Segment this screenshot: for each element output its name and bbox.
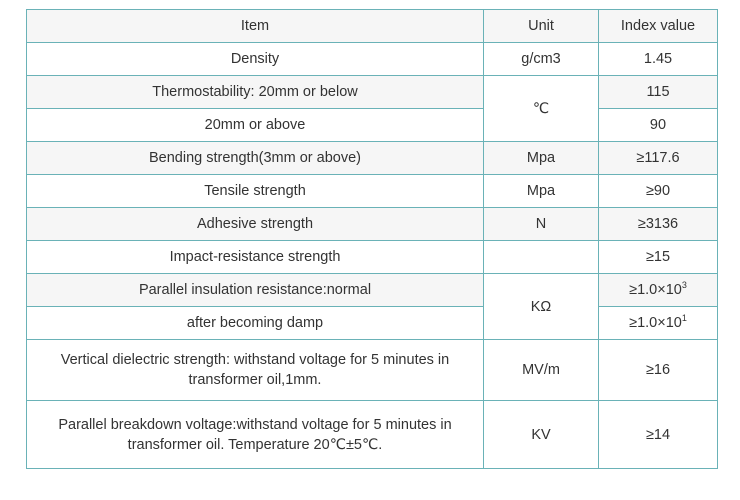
table-row (27, 76, 718, 109)
row-item (27, 401, 484, 469)
value-base: ≥1.0×10 (629, 282, 682, 298)
row-item-line2: transformer oil,1mm. (188, 372, 322, 388)
table-row (27, 142, 718, 175)
row-item (27, 340, 484, 401)
table-row (27, 109, 718, 142)
table-row (27, 274, 718, 307)
value-exponent: 3 (681, 280, 687, 291)
header-index-value: Index value (599, 10, 718, 43)
spec-table-container (26, 9, 718, 469)
row-unit: KV (484, 401, 599, 469)
row-value: 1.45 (599, 43, 718, 76)
row-item: 20mm or above (27, 109, 484, 142)
row-value: ≥16 (599, 340, 718, 401)
row-value (599, 274, 718, 307)
row-unit: N (484, 208, 599, 241)
table-row (27, 175, 718, 208)
row-item: Adhesive strength (27, 208, 484, 241)
row-item-line2: transformer oil. Temperature 20℃±5℃. (127, 436, 383, 453)
row-unit: Mpa (484, 142, 599, 175)
table-row (27, 340, 718, 401)
row-value: ≥14 (599, 401, 718, 469)
row-value: ≥3136 (599, 208, 718, 241)
row-item-line1: Parallel breakdown voltage:withstand voltage for 5 minutes in (58, 416, 452, 433)
row-value: 90 (599, 109, 718, 142)
value-base: ≥1.0×10 (629, 315, 682, 331)
table-row (27, 208, 718, 241)
row-item: after becoming damp (27, 307, 484, 340)
header-item: Item (27, 10, 484, 43)
row-value: ≥117.6 (599, 142, 718, 175)
table-row (27, 307, 718, 340)
table-row (27, 43, 718, 76)
row-unit (484, 241, 599, 274)
row-item: Tensile strength (27, 175, 484, 208)
row-unit: MV/m (484, 340, 599, 401)
table-header-row (27, 10, 718, 43)
table-row (27, 401, 718, 469)
header-unit: Unit (484, 10, 599, 43)
row-value: 115 (599, 76, 718, 109)
table-row (27, 241, 718, 274)
row-unit: ℃ (484, 76, 599, 142)
row-item: Impact-resistance strength (27, 241, 484, 274)
row-unit: g/cm3 (484, 43, 599, 76)
row-value: ≥15 (599, 241, 718, 274)
row-unit: KΩ (484, 274, 599, 340)
row-item: Thermostability: 20mm or below (27, 76, 484, 109)
row-item: Bending strength(3mm or above) (27, 142, 484, 175)
row-item: Parallel insulation resistance:normal (27, 274, 484, 307)
row-unit: Mpa (484, 175, 599, 208)
specification-table (26, 9, 718, 469)
row-item-line1: Vertical dielectric strength: withstand voltage for 5 minutes in (60, 352, 450, 368)
value-exponent: 1 (681, 313, 687, 324)
row-value (599, 307, 718, 340)
row-value: ≥90 (599, 175, 718, 208)
row-item: Density (27, 43, 484, 76)
